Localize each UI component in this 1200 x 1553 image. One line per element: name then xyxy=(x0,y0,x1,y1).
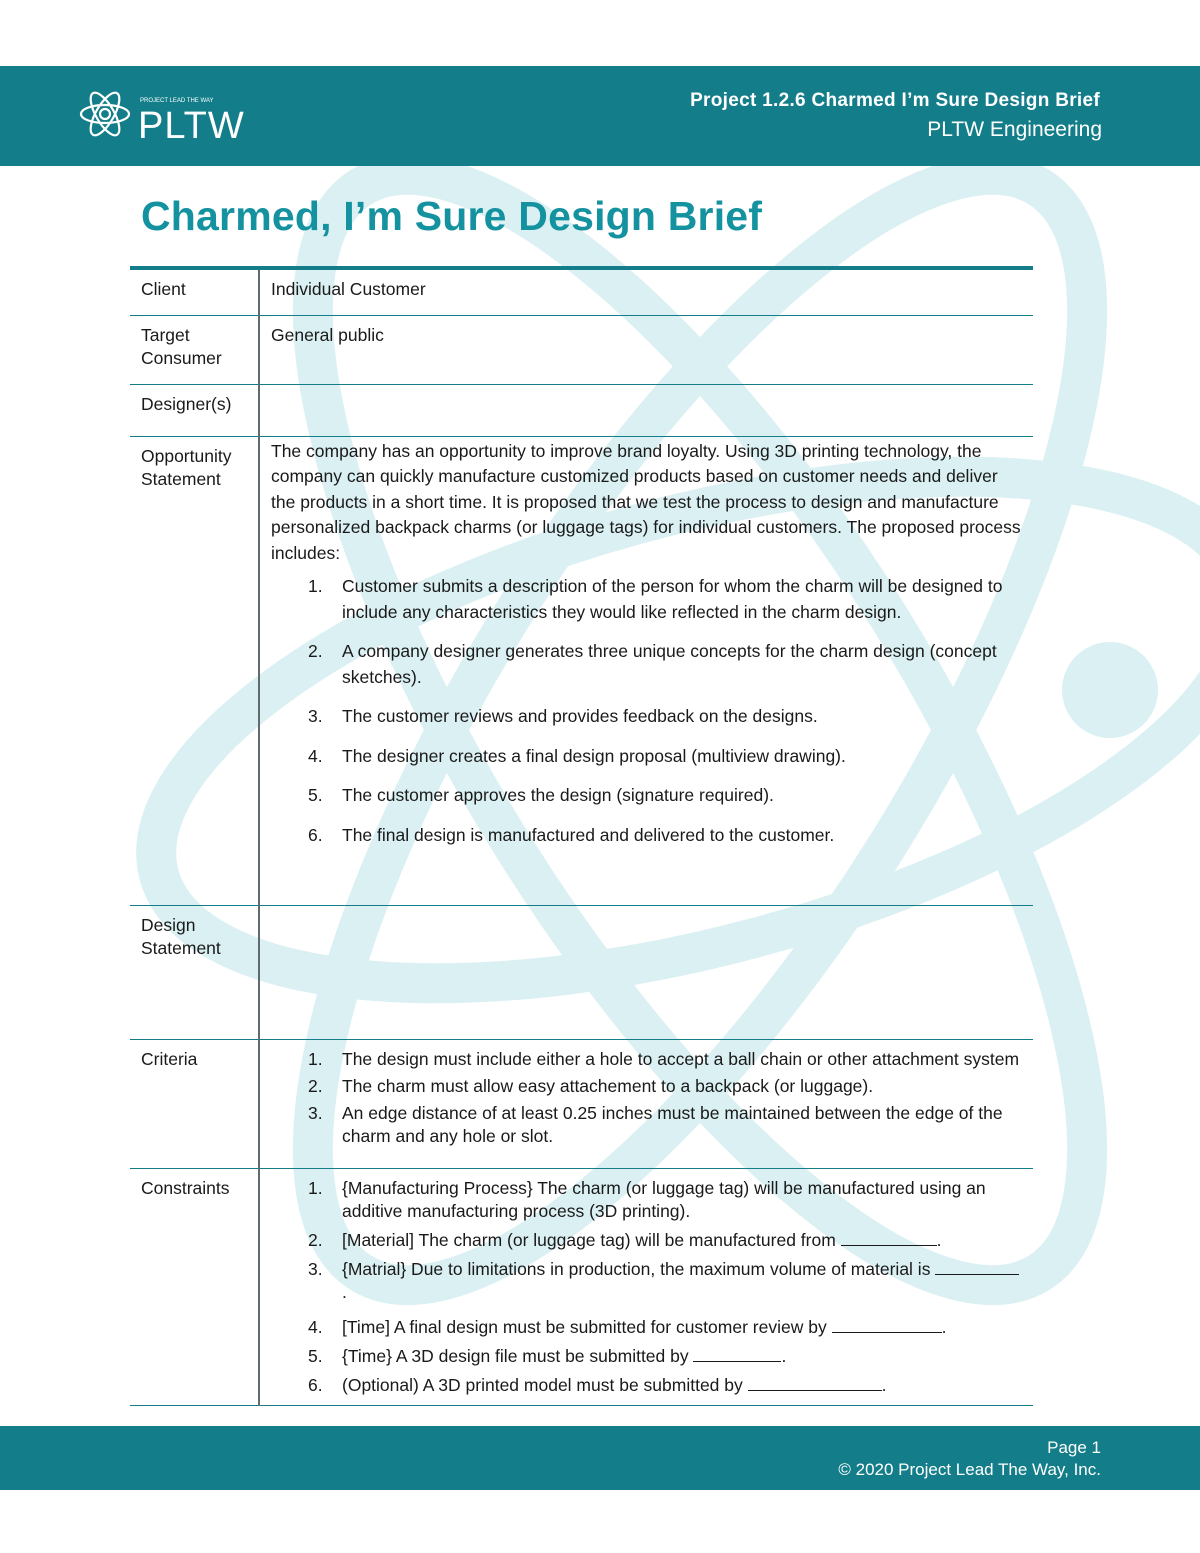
criteria-list xyxy=(271,1048,1023,1148)
opportunity-label: Opportunity Statement xyxy=(130,436,259,905)
copyright: © 2020 Project Lead The Way, Inc. xyxy=(838,1460,1101,1479)
list-item: 1. Customer submits a description of the person for whom the charm will be designed to include any characteristics they would like reflected in the charm design. xyxy=(308,576,1003,622)
design-statement-label: Design Statement xyxy=(130,905,259,1039)
list-item: 2. The charm must allow easy attachement to a backpack (or luggage). xyxy=(308,1075,874,1096)
blank-line xyxy=(841,1229,937,1246)
designers-label: Designer(s) xyxy=(130,384,259,436)
list-item: 3. The customer reviews and provides feedback on the designs. xyxy=(308,706,818,726)
criteria-label: Criteria xyxy=(130,1039,259,1168)
blank-line xyxy=(693,1345,781,1362)
list-item: 3. An edge distance of at least 0.25 inches must be maintained between the edge of the charm and any hole or slot. xyxy=(308,1102,1003,1146)
target-consumer-value: General public xyxy=(271,324,384,345)
row-client xyxy=(130,268,1033,315)
page-number: Page 1 xyxy=(1047,1438,1101,1457)
list-item: 1. The design must include either a hole to accept a ball chain or other attachment system xyxy=(308,1048,1020,1069)
footer-band xyxy=(0,1426,1200,1490)
project-title: Project 1.2.6 Charmed I’m Sure Design Brief xyxy=(690,90,1100,111)
row-criteria xyxy=(130,1039,1033,1168)
list-item: 3. {Matrial} Due to limitations in production, the maximum volume of material is . xyxy=(271,1258,1023,1304)
list-item: 6. The final design is manufactured and delivered to the customer. xyxy=(308,824,835,845)
target-consumer-label: Target Consumer xyxy=(130,315,259,384)
client-label: Client xyxy=(130,268,259,315)
client-value: Individual Customer xyxy=(271,279,426,299)
row-constraints xyxy=(130,1168,1033,1405)
list-item: 2. A company designer generates three unique concepts for the charm design (concept sketches). xyxy=(308,641,997,687)
list-item: 5. The customer approves the design (signature required). xyxy=(308,785,774,805)
list-item: 2. [Material] The charm (or luggage tag) will be manufactured from . xyxy=(308,1229,942,1250)
logo-text: PLTW xyxy=(138,105,245,147)
constraints-label: Constraints xyxy=(130,1168,259,1405)
design-brief-table xyxy=(130,266,1033,1406)
blank-line xyxy=(832,1316,942,1333)
list-item: 1. {Manufacturing Process} The charm (or luggage tag) will be manufactured using an additive manufacturing process (3D printing). xyxy=(308,1177,986,1221)
row-designers xyxy=(130,384,1033,436)
program-name: PLTW Engineering xyxy=(927,118,1102,141)
page-title: Charmed, I’m Sure Design Brief xyxy=(141,193,763,239)
list-item: 5. {Time} A 3D design file must be submitted by . xyxy=(308,1345,787,1366)
row-opportunity xyxy=(130,436,1033,905)
list-item: 6. (Optional) A 3D printed model must be submitted by . xyxy=(308,1374,887,1395)
logo-tagline: PROJECT LEAD THE WAY xyxy=(140,98,214,104)
blank-line xyxy=(935,1258,1019,1275)
row-target-consumer xyxy=(130,315,1033,384)
list-item: 4. [Time] A final design must be submitted for customer review by . xyxy=(308,1316,947,1337)
pltw-logo xyxy=(78,78,268,150)
constraints-list xyxy=(271,1177,1023,1397)
process-steps xyxy=(271,574,1023,848)
blank-line xyxy=(748,1374,882,1391)
design-statement-value xyxy=(259,905,1033,1039)
opportunity-text: The company has an opportunity to improve brand loyalty. Using 3D printing technology, the company can quickly manufacture customized products based on customer needs and deliver the products in a short time. It is proposed that we test the process to design and manufacture personalized backpack charms (or luggage tags) for individual customers. The proposed process includes: xyxy=(271,440,1021,563)
designers-value xyxy=(259,384,1033,436)
row-design-statement xyxy=(130,905,1033,1039)
list-item: 4. The designer creates a final design proposal (multiview drawing). xyxy=(308,745,846,766)
